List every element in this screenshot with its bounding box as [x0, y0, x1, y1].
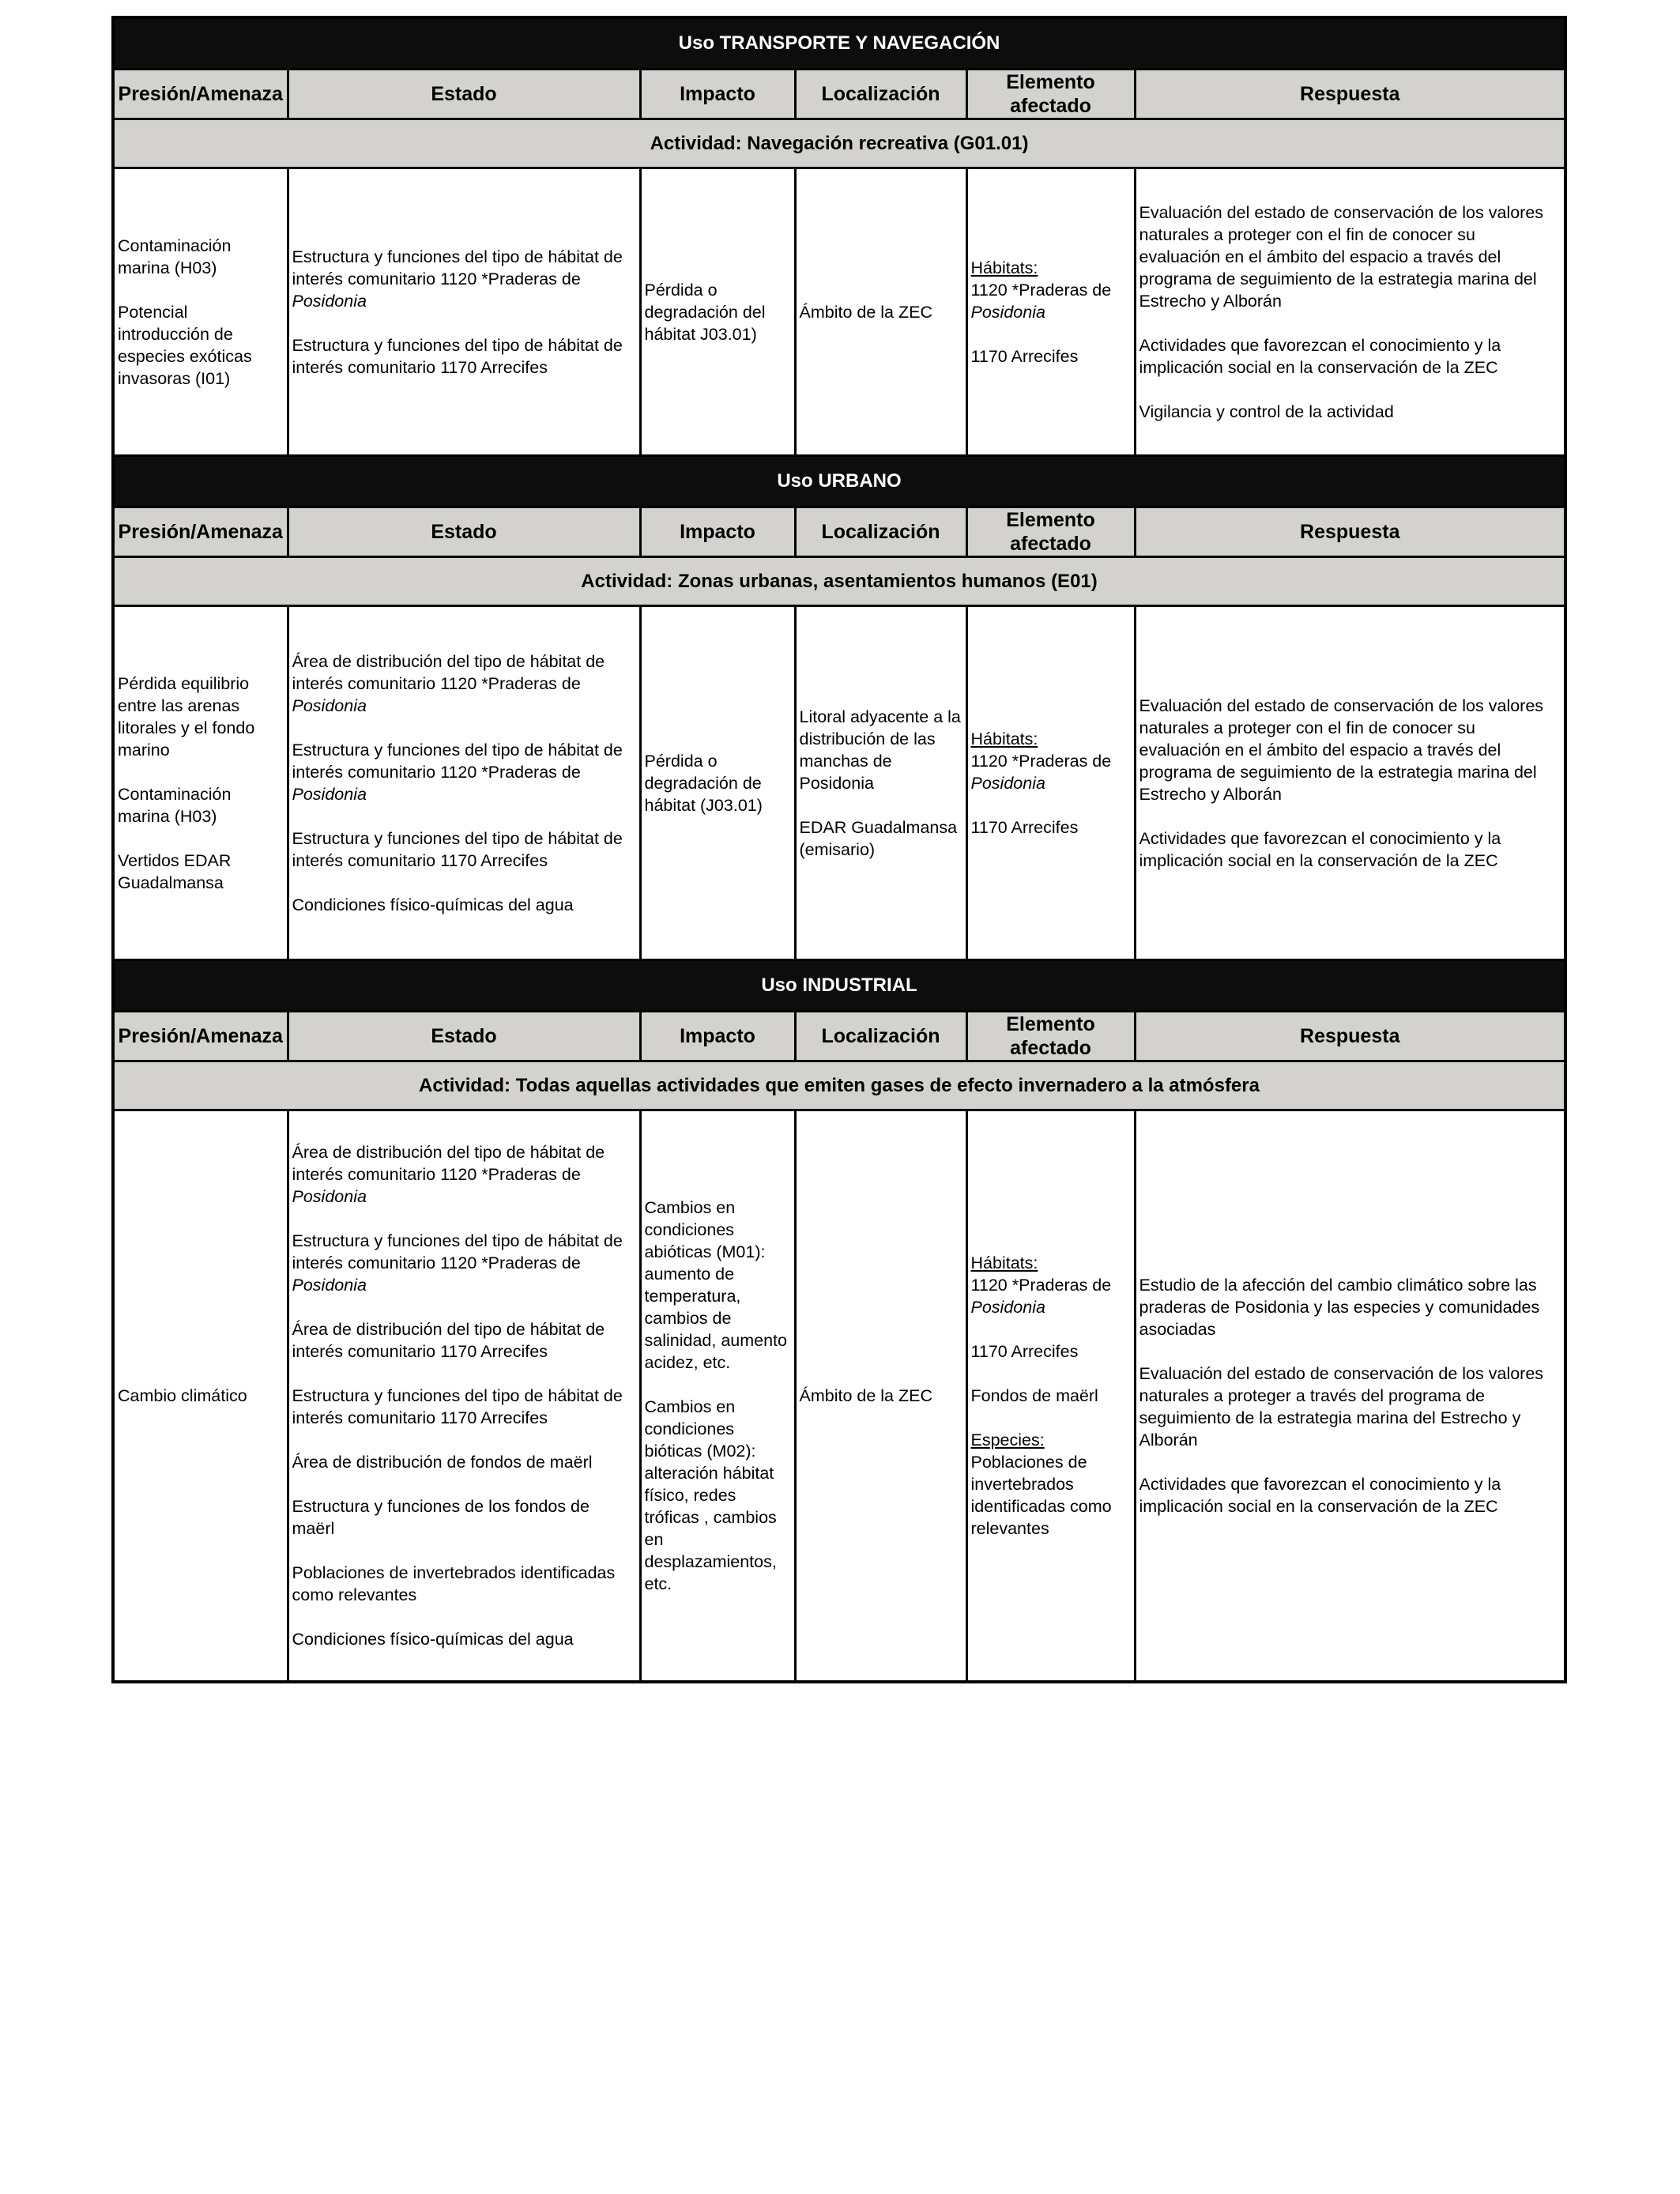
impacto-item: Pérdida o degradación del hábitat J03.01) [644, 280, 766, 344]
impacto-cell [640, 1110, 795, 1682]
respuesta-item: Actividades que favorezcan el conocimiento y la implicación social en la conservación de la ZEC [1139, 1474, 1501, 1516]
section-title: Uso TRANSPORTE Y NAVEGACIÓN [113, 17, 1565, 70]
presion-item: Cambio climático [118, 1385, 247, 1405]
col-localizacion: Localización [795, 507, 966, 557]
impacto-item: Pérdida o degradación de hábitat (J03.01) [644, 751, 763, 815]
col-elemento: Elemento afectado [966, 1012, 1135, 1061]
estado-item: Estructura y funciones del tipo de hábitat de interés comunitario 1120 *Praderas de Posidonia [292, 1231, 623, 1295]
respuesta-cell [1135, 168, 1565, 456]
estado-cell [288, 606, 640, 960]
col-elemento: Elemento afectado [966, 70, 1135, 119]
presion-item: Vertidos EDAR Guadalmansa [118, 850, 232, 892]
elemento-item: 1170 Arrecifes [970, 346, 1079, 366]
activity-title: Actividad: Zonas urbanas, asentamientos humanos (E01) [113, 557, 1565, 606]
col-respuesta: Respuesta [1135, 507, 1565, 557]
estado-cell [288, 168, 640, 456]
section-header [113, 17, 1565, 70]
column-header-row [113, 1012, 1565, 1061]
col-impacto: Impacto [640, 1012, 795, 1061]
impacto-cell [640, 606, 795, 960]
presion-cell [113, 606, 288, 960]
elemento-item: 1170 Arrecifes [970, 1341, 1079, 1361]
presion-cell [113, 168, 288, 456]
col-respuesta: Respuesta [1135, 1012, 1565, 1061]
elemento-especies: Especies: Poblaciones de invertebrados identificadas como relevantes [970, 1430, 1112, 1538]
elemento-habitats: Hábitats: 1120 *Praderas de Posidonia [970, 1253, 1112, 1317]
col-presion: Presión/Amenaza [113, 507, 288, 557]
table-row [113, 1110, 1565, 1682]
elemento-habitats: Hábitats: 1120 *Praderas de Posidonia [970, 258, 1112, 322]
presion-item: Contaminación marina (H03) [118, 236, 232, 277]
col-localizacion: Localización [795, 70, 966, 119]
section-title: Uso URBANO [113, 456, 1565, 507]
section-header [113, 960, 1565, 1012]
respuesta-item: Actividades que favorezcan el conocimiento y la implicación social en la conservación de la ZEC [1139, 335, 1501, 377]
col-respuesta: Respuesta [1135, 70, 1565, 119]
respuesta-item: Estudio de la afección del cambio climático sobre las praderas de Posidonia y las especies y comunidades asociadas [1139, 1275, 1540, 1339]
localizacion-cell [795, 1110, 966, 1682]
column-header-row [113, 70, 1565, 119]
estado-cell [288, 1110, 640, 1682]
localizacion-item: EDAR Guadalmansa (emisario) [799, 817, 958, 859]
pressures-table [111, 16, 1567, 1683]
impacto-item: Cambios en condiciones bióticas (M02): alteración hábitat físico, redes tróficas , cambios en desplazamientos, etc. [644, 1397, 777, 1593]
col-localizacion: Localización [795, 1012, 966, 1061]
respuesta-item: Evaluación del estado de conservación de los valores naturales a proteger a través del programa de seguimiento de la estrategia marina del Estrecho y Alborán [1139, 1363, 1544, 1449]
elemento-cell [966, 1110, 1135, 1682]
col-estado: Estado [288, 507, 640, 557]
estado-item: Estructura y funciones del tipo de hábitat de interés comunitario 1120 *Praderas de Posidonia [292, 247, 623, 311]
estado-item: Estructura y funciones del tipo de hábitat de interés comunitario 1170 Arrecifes [292, 335, 623, 377]
elemento-item: Fondos de maërl [970, 1385, 1098, 1405]
activity-row [113, 1061, 1565, 1110]
col-impacto: Impacto [640, 70, 795, 119]
section-title: Uso INDUSTRIAL [113, 960, 1565, 1012]
presion-cell [113, 1110, 288, 1682]
impacto-cell [640, 168, 795, 456]
col-estado: Estado [288, 70, 640, 119]
estado-item: Condiciones físico-químicas del agua [292, 1629, 574, 1649]
section-header [113, 456, 1565, 507]
activity-title: Actividad: Navegación recreativa (G01.01) [113, 119, 1565, 168]
estado-item: Estructura y funciones de los fondos de maërl [292, 1496, 590, 1538]
localizacion-item: Litoral adyacente a la distribución de las manchas de Posidonia [799, 707, 961, 793]
localizacion-item: Ámbito de la ZEC [799, 302, 932, 322]
elemento-cell [966, 606, 1135, 960]
estado-item: Estructura y funciones del tipo de hábitat de interés comunitario 1120 *Praderas de Posidonia [292, 740, 623, 804]
elemento-item: 1170 Arrecifes [970, 817, 1079, 837]
respuesta-item: Actividades que favorezcan el conocimiento y la implicación social en la conservación de la ZEC [1139, 828, 1501, 870]
elemento-cell [966, 168, 1135, 456]
estado-item: Área de distribución del tipo de hábitat de interés comunitario 1170 Arrecifes [292, 1319, 605, 1361]
localizacion-item: Ámbito de la ZEC [799, 1385, 932, 1405]
col-estado: Estado [288, 1012, 640, 1061]
col-presion: Presión/Amenaza [113, 70, 288, 119]
presion-item: Potencial introducción de especies exóticas invasoras (I01) [118, 302, 252, 388]
estado-item: Estructura y funciones del tipo de hábitat de interés comunitario 1170 Arrecifes [292, 828, 623, 870]
activity-title: Actividad: Todas aquellas actividades que emiten gases de efecto invernadero a la atmósfera [113, 1061, 1565, 1110]
presion-item: Contaminación marina (H03) [118, 784, 232, 826]
estado-item: Poblaciones de invertebrados identificadas como relevantes [292, 1563, 616, 1604]
col-impacto: Impacto [640, 507, 795, 557]
table-row [113, 168, 1565, 456]
table-row [113, 606, 1565, 960]
localizacion-cell [795, 168, 966, 456]
col-presion: Presión/Amenaza [113, 1012, 288, 1061]
respuesta-cell [1135, 1110, 1565, 1682]
elemento-habitats: Hábitats: 1120 *Praderas de Posidonia [970, 729, 1112, 793]
activity-row [113, 557, 1565, 606]
activity-row [113, 119, 1565, 168]
estado-item: Área de distribución de fondos de maërl [292, 1452, 593, 1472]
col-elemento: Elemento afectado [966, 507, 1135, 557]
respuesta-item: Vigilancia y control de la actividad [1139, 401, 1394, 421]
column-header-row [113, 507, 1565, 557]
estado-item: Estructura y funciones del tipo de hábitat de interés comunitario 1170 Arrecifes [292, 1385, 623, 1427]
estado-item: Área de distribución del tipo de hábitat de interés comunitario 1120 *Praderas de Posidonia [292, 651, 605, 715]
respuesta-item: Evaluación del estado de conservación de los valores naturales a proteger con el fin de conocer su evaluación en el ámbito del espacio a través del programa de seguimiento de la estrategia marina del Estrecho y Alborán [1139, 202, 1544, 311]
localizacion-cell [795, 606, 966, 960]
estado-item: Condiciones físico-químicas del agua [292, 895, 574, 914]
impacto-item: Cambios en condiciones abióticas (M01): aumento de temperatura, cambios de salinidad, aumento acidez, etc. [644, 1197, 787, 1372]
respuesta-item: Evaluación del estado de conservación de los valores naturales a proteger con el fin de conocer su evaluación en el ámbito del espacio a través del programa de seguimiento de la estrategia marina del Estrecho y Alborán [1139, 696, 1544, 804]
respuesta-cell [1135, 606, 1565, 960]
presion-item: Pérdida equilibrio entre las arenas litorales y el fondo marino [118, 673, 255, 760]
estado-item: Área de distribución del tipo de hábitat de interés comunitario 1120 *Praderas de Posidonia [292, 1142, 605, 1206]
